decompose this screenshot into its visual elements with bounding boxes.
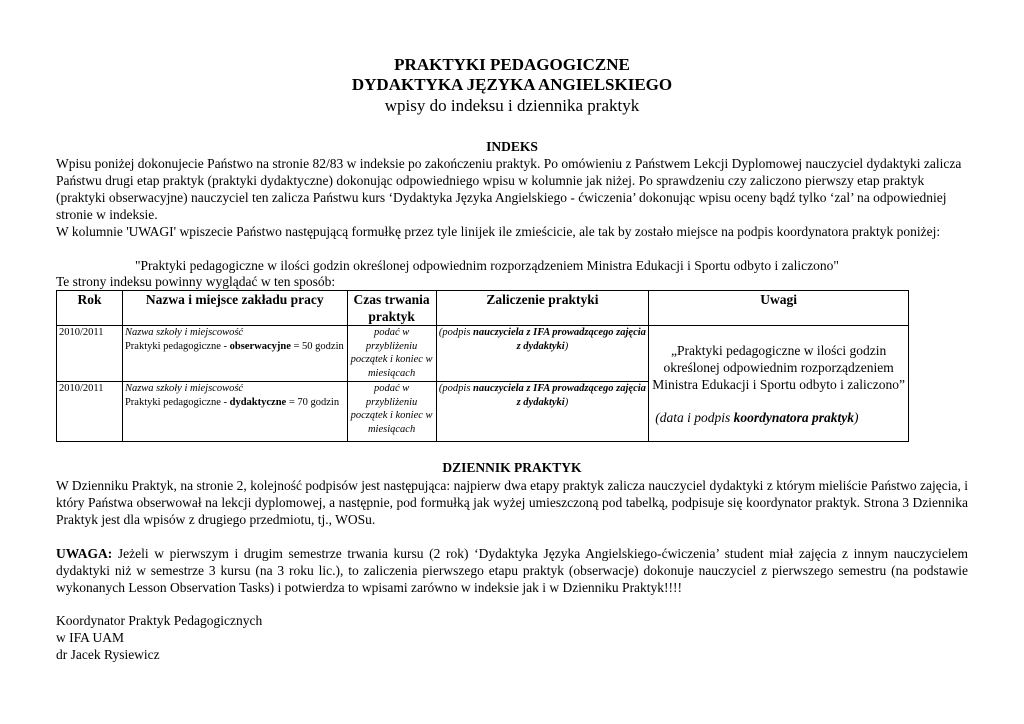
title-block: [0, 55, 1024, 116]
praktyki-hours: = 70 godzin: [286, 396, 340, 408]
cell-rok: 2010/2011: [57, 382, 123, 442]
uwaga-paragraph: [56, 545, 968, 596]
header-czas: Czas trwania praktyk: [347, 291, 436, 326]
indeks-table: [56, 290, 909, 442]
signature-block: [56, 612, 968, 663]
uwagi-formula: „Praktyki pedagogiczne w ilości godzin określonej odpowiednim rozporządzeniem Ministra Edukacji i Sportu odbyto i zaliczono”: [652, 342, 905, 392]
document-title-line2: DYDAKTYKA JĘZYKA ANGIELSKIEGO: [351, 75, 673, 94]
zal-text: (podpis: [438, 327, 474, 338]
signature-institution: w IFA UAM: [56, 630, 125, 645]
table-row: [57, 326, 909, 382]
cell-nazwa: [122, 382, 347, 442]
school-name: Nazwa szkoły i miejscowość: [124, 327, 244, 338]
praktyki-type: obserwacyjne: [229, 340, 291, 352]
uwagi-note-text: (data i podpis: [655, 409, 734, 425]
cell-uwagi: [649, 326, 909, 442]
document-title: PRAKTYKI PEDAGOGICZNE: [394, 55, 630, 74]
header-uwagi: Uwagi: [649, 291, 909, 326]
school-name: Nazwa szkoły i miejscowość: [124, 383, 244, 394]
header-nazwa: Nazwa i miejsce zakładu pracy: [122, 291, 347, 326]
dziennik-heading: DZIENNIK PRAKTYK: [442, 460, 582, 475]
praktyki-text: Praktyki pedagogiczne -: [124, 396, 230, 408]
praktyki-description: [125, 340, 345, 354]
praktyki-hours: = 50 godzin: [290, 340, 344, 352]
uwaga-text: Jeżeli w pierwszym i drugim semestrze trwania kursu (2 rok) ‘Dydaktyka Języka Angielskiego-ćwiczenia’ student miał zajęcia z innym nauczycielem dydaktyki niż w semestrze 3 kursu (na 3 roku lic.), to zaliczenia pierwszego etapu praktyk (obserwacje) dokonuje nauczyciel z pierwszego semestru (na podstawie wykonanych Lesson Observation Tasks) i potwierdza to wpisami zarówno w indeksie jak i w Dzienniku Praktyk!!!!: [56, 546, 968, 595]
header-zaliczenie: Zaliczenie praktyki: [436, 291, 649, 326]
zal-signer: nauczyciela z IFA prowadzącego zajęcia z dydaktyki: [473, 327, 646, 352]
zal-close: ): [564, 340, 569, 352]
praktyki-type: dydaktyczne: [229, 396, 287, 408]
header-rok: Rok: [57, 291, 123, 326]
praktyki-text: Praktyki pedagogiczne -: [124, 340, 230, 352]
indeks-paragraph-3: Te strony indeksu powinny wyglądać w ten sposób:: [56, 274, 336, 289]
table-header-row: [57, 291, 909, 326]
cell-zaliczenie: [436, 382, 649, 442]
signature-role: Koordynator Praktyk Pedagogicznych: [56, 613, 263, 628]
zal-close: ): [564, 396, 569, 408]
zal-signer: nauczyciela z IFA prowadzącego zajęcia z dydaktyki: [473, 383, 646, 408]
indeks-paragraph-1: Wpisu poniżej dokonujecie Państwo na stronie 82/83 w indeksie po zakończeniu praktyk. Po omówieniu z Państwem Lekcji Dyplomowej nauczyciel dydaktyki zalicza Państwu drugi etap praktyk (praktyki dydaktyczne) dokonując odpowiedniego wpisu w kolumnie jak niżej. Po sprawdzeniu czy zaliczono pierwszy etap praktyk (praktyki obserwacyjne) nauczyciel ten zalicza Państwu kurs ‘Dydaktyka Języka Angielskiego - ćwiczenia’ dokonując wpisu oceny bądź tylko ‘zal’ na odpowiedniej stronie w indeksie.: [56, 156, 962, 222]
uwagi-note-close: ): [854, 409, 859, 425]
indeks-paragraph-2: W kolumnie 'UWAGI' wpiszecie Państwo następującą formułkę przez tyle linijek ile zmieścicie, ale tak by zostało miejsce na podpis koordynatora praktyk poniżej:: [56, 224, 941, 239]
document-subtitle: wpisy do indeksu i dziennika praktyk: [384, 96, 640, 115]
praktyki-description: [125, 396, 345, 410]
cell-rok: 2010/2011: [57, 326, 123, 382]
cell-zaliczenie: [436, 326, 649, 382]
indeks-heading: INDEKS: [486, 139, 538, 154]
dziennik-paragraph: W Dzienniku Praktyk, na stronie 2, kolejność podpisów jest następująca: najpierw dwa etapy praktyk zalicza nauczyciel dydaktyki z którym mieliście Państwo zajęcia, i który Państwa obserwował na lekcji dyplomowej, a następnie, pod formułką jak wyżej umieszczoną pod tabelką, podpisuje się koordynator praktyk. Strona 3 Dziennika Praktyk jest dla wpisów z drugiego przedmiotu, tj., WOSu.: [56, 478, 968, 527]
cell-czas: podać w przybliżeniu początek i koniec w miesiącach: [347, 326, 436, 382]
uwagi-signature-note: [651, 409, 906, 426]
cell-czas: podać w przybliżeniu początek i koniec w miesiącach: [347, 382, 436, 442]
zal-text: (podpis: [438, 383, 474, 394]
cell-nazwa: [122, 326, 347, 382]
signature-name: dr Jacek Rysiewicz: [56, 647, 160, 662]
uwaga-label: UWAGA:: [56, 546, 113, 561]
uwagi-coordinator: koordynatora praktyk: [733, 409, 855, 425]
indeks-quote: "Praktyki pedagogiczne w ilości godzin określonej odpowiednim rozporządzeniem Ministra Edukacji i Sportu odbyto i zaliczono": [135, 258, 839, 273]
